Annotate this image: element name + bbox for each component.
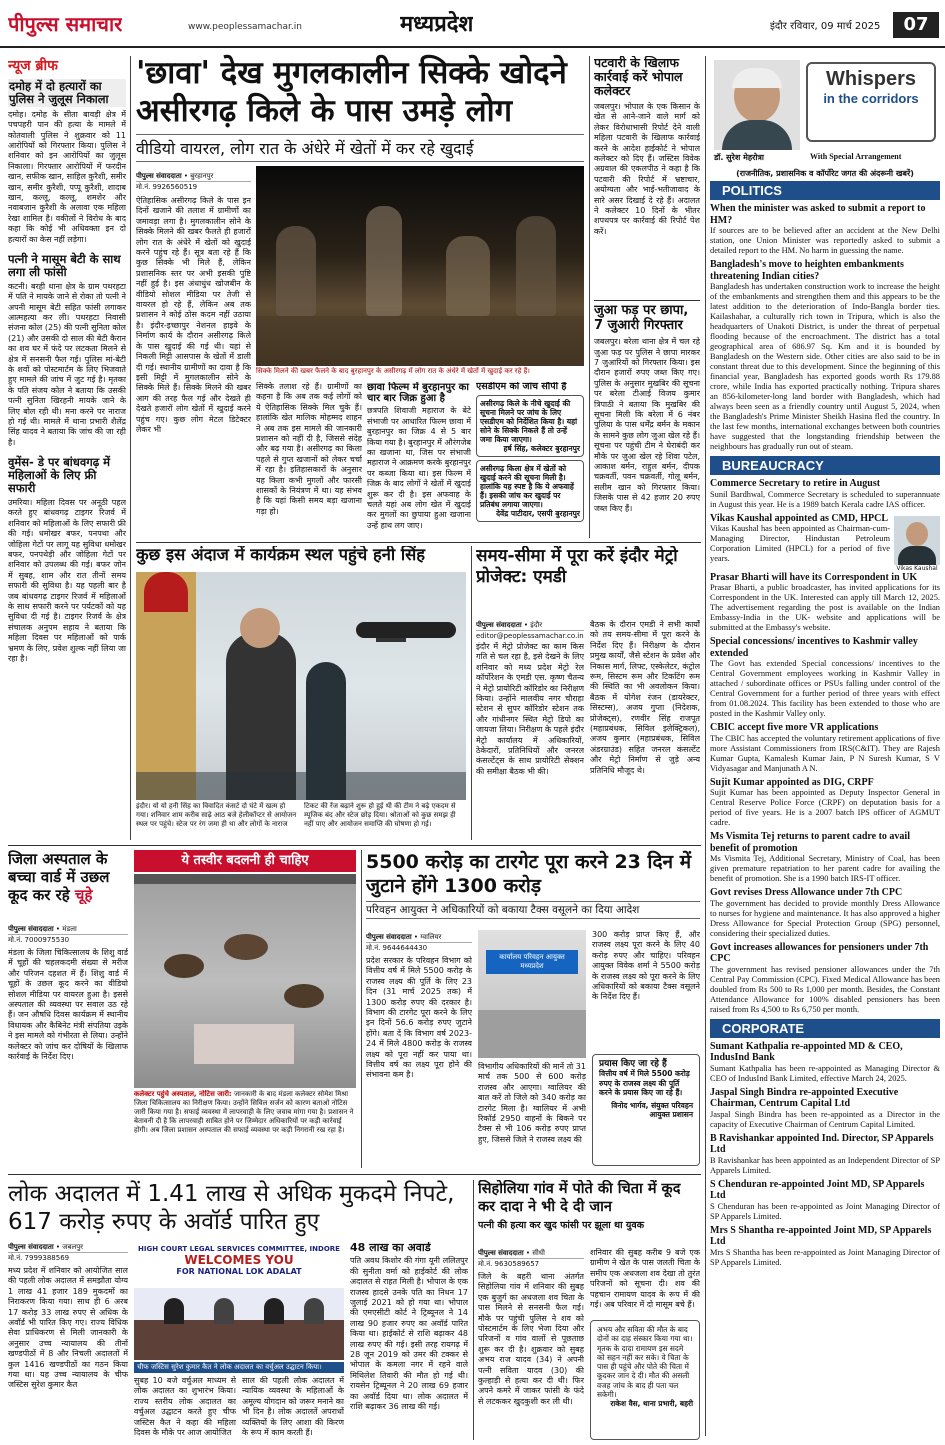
byline-place: सीधी (532, 1249, 545, 1257)
story-patwari (594, 56, 700, 296)
side-title: 48 लाख का अवार्ड (350, 1242, 431, 1254)
item-body: The Govt has extended Special concessions/ incentives to the Central Government employees working in Kashmir Valley in attached / subordinate offices or PSUs falling under control of the Central Government for a further period of three years with effect from 01.08.2024. This facility has been extended to those who are posted in the Kashmir Valley only. (710, 659, 940, 718)
story-jua-body: जबलपुर। बरेला थाना क्षेत्र में चल रहे जुआ फड़ पर पुलिस ने छापा मारकर 7 जुआरियों को गिरफ्तार किया। इस दौरान हजारों रुपए जब्त किए गए। पुलिस के अनुसार मुखबिर की सूचना पर बरेला टीआई विजय कुमार त्रिपाठी ने बताया कि मुखबिर की सूचना मिली कि बरेला में 6 नंबर पुलिया के पास धर्मेंद्र बर्मन के मकान के सामने कुछ लोग जुआ खेल रहे हैं। सूचना पर पहुंची टीम ने घेराबंदी कर मौके पर जुआ खेल रहे शिवा पटेल, आकाश बर्मन, राहुल बर्मन, दीपक चक्रवर्ती, पवन चक्रवर्ती, गोलू बर्मन, सलीम खान को गिरफ्तार किया। जिसके पास से 42 हजार 20 रुपए जब्त किए हैं। (594, 337, 700, 513)
item-body: Sunil Bardhwal, Commerce Secretary is scheduled to superannuate in August this year. He is a 1989 batch Kerala cadre IAS officer. (710, 489, 940, 509)
item-title: Govt increases allowances for pensioners under 7th CPC (710, 941, 929, 964)
byline-mobile: मो.नं. 9926560519 (136, 183, 198, 191)
section-bureaucracy: BUREAUCRACY (710, 456, 940, 475)
box-name: विनोद भार्गव, संयुक्त परिवहन आयुक्त प्रशासन (611, 1100, 693, 1119)
corporate-item (710, 1133, 940, 1176)
item-body: Ms Vismita Tej, Additional Secretary, Ministry of Coal, has been given premature repatriation to her parent cadre for availing the benefit of promotion. She is a 1990 batch IRS-IT officer. (710, 854, 940, 883)
story-metro-headline: समय-सीमा में पूरा करें इंदौर मेट्रो प्रोजेक्ट: एमडी (476, 546, 678, 587)
story-hospital-photo-caption (134, 1090, 356, 1135)
quote-text: असीरगढ़ किले के नीचे खुदाई की सूचना मिलने पर जांच के लिए एसडीएम को निर्देशित किया है। यहां सोने के सिक्के निकले हैं तो उन्हें जमा किया जाएगा। (480, 398, 578, 444)
item-body: Bangladesh has undertaken construction work to increase the height of the embankments and strengthen them and this appears to be the latest addition to the deterioration of Indo-Bangla border ties. Kailashahar, a culturally rich town in Tripura, which is also the headquarters of Unakoti District, is under the threat of perpetual flooding because of the encroachment. The district has a total geographical area of 686.97 Sq. Km and it is bounded by Bangladesh on the Western side. Other cities are also said to be in constant threat due to this development. Since the beginning of this financial year, Bangladesh has exported goods worth Rs 179.88 crore, while India has exported practically nothing. Tripura shares an 856-kilometer-long land border with Bangladesh, which had always been seen as a friendly country until August 5, 2024, when the Bangladesh's Prime Minister Sheikh Hasina fled the country. In the last few months, international exchanges between both countries have suggested that the longstanding friendship between the neighbours has gradually run out of steam. (710, 282, 940, 451)
brief-item (8, 456, 126, 664)
story-sihoriya-byline: पीपुल्स संवाददाता • सीधी मो.नं. 9630589657 (478, 1248, 584, 1269)
story-chhava (136, 54, 584, 538)
story-chhava-photo-caption: सिक्के मिलने की खबर फैलने के बाद बुरहानपुर के असीरगढ़ में लोग रात के अंधेरे में खेतों में खुदाई कर रहे हैं। (256, 367, 530, 375)
item-title: Bangladesh's move to heighten embankments threatening Indian cities? (710, 259, 904, 282)
brief-title: वुमेंस- डे पर बांधवगढ़ में महिलाओं के लिए फ्री सफारी (8, 455, 111, 496)
caption-text: जानकारी के बाद मंडला कलेक्टर सोमेश मिश्रा जिला चिकित्सालय का निरीक्षण किया। उन्होंने सिविल सर्जन को कारण बताओ नोटिस जारी किया गया है। सफाई व्यवस्था में लापरवाही के लिए जवाब मांगा गया है। प्रशासन ने बेतावनी दी है कि लापरवाही साबित होने पर जिम्मेदार अधिकारियों पर कड़ी कार्रवाई होगी। अब जिला प्रशासन अस्पताल की सफाई व्यवस्था पर कड़ी निगरानी रख रहा है। (134, 1090, 354, 1134)
story-chhava-col3 (367, 382, 471, 538)
story-transport-subhead: परिवहन आयुक्त ने अधिकारियों को बकाया टैक्स वसूलने का दिया आदेश (366, 901, 700, 919)
caption-lead: कलेक्टर पहुंचे अस्पताल, नोटिस जारी: (134, 1090, 232, 1098)
story-lok-col3: साल की पहली लोक अदालत में न्यायिक व्यवस्था के महिलाओं के अमूल्य योगदान को जरूर मनाने का भी दिन है। लोक अदालतें अपराधों व्यक्तियों के लिए आशा की किरण के रूप में काम करती हैं। (242, 1376, 344, 1438)
byline-place: जबलपुर (62, 1243, 84, 1251)
item-title: Sumant Kathpalia re-appointed MD & CEO, IndusInd Bank (710, 1040, 903, 1063)
bureaucracy-item (710, 572, 940, 634)
bureaucracy-item (710, 722, 940, 774)
story-honey-photo (136, 572, 466, 800)
story-hospital-banner: ये तस्वीर बदलनी ही चाहिए (134, 850, 356, 872)
banner-line-2: WELCOMES YOU (184, 1253, 294, 1267)
banner-line-3: FOR NATIONAL LOK ADALAT (176, 1267, 302, 1276)
item-title: Sujit Kumar appointed as DIG, CRPF (710, 776, 874, 788)
item-body: Jaspal Singh Bindra has been re-appointed as a Director in the capacity of Executive Chairman of Centrum Capital Limited. (710, 1109, 940, 1129)
item-title: Mrs S Shantha re-appointed Joint MD, SP Apparels Ltd (710, 1224, 932, 1247)
story-jua-headline: जुआ फड़ पर छापा, 7 जुआरी गिरफ्तार (594, 304, 689, 333)
byline-place: इंदौर (530, 621, 543, 629)
byline-email: editor@peoplessamachar.co.in (476, 632, 584, 640)
whispers-subtitle: in the corridors (823, 91, 919, 106)
whispers-column (710, 56, 940, 1440)
author-photo (714, 60, 800, 150)
story-lok-side (350, 1242, 468, 1440)
byline-label: पीपुल्स संवाददाता (366, 933, 412, 941)
bureaucracy-item (710, 831, 940, 884)
sp-quote (476, 460, 584, 522)
box-title: प्रयास किए जा रहे हैं (599, 1059, 667, 1069)
byline-mobile: मो.नं. 9630589657 (478, 1260, 540, 1268)
brief-item (8, 253, 126, 448)
story-metro (476, 546, 700, 840)
headline-accent: चूहे (74, 886, 93, 904)
byline-mobile: मो.नं. 7999388569 (8, 1254, 70, 1262)
story-lok-headline: लोक अदालत में 1.41 लाख से अधिक मुकदमे निपटे, 617 करोड़ रुपए के अवॉर्ड पारित हुए (8, 1181, 455, 1235)
corporate-item (710, 1041, 940, 1084)
whispers-title: Whispers (825, 68, 917, 90)
byline-place: मंडला (62, 925, 77, 933)
item-title: B Ravishankar appointed Ind. Director, SP Apparels Ltd (710, 1132, 934, 1155)
brief-body: उमरिया। महिला दिवस पर अनूठी पहल करते हुए बांधवगढ़ टाइगर रिजर्व में शनिवार को महिलाओं के लिए सफारी फ्री की गई। धमोखर बफर, पनपथा और जोहिला गेटों पर लागू यह सुविधा धमोखर बफर, पनपथेड़ी और जोहिला गेटों पर शनिवार को उपलब्ध की गई। बफर जोन में सुबह, शाम और रात तीनों समय सफारी की सुविधा है। यह पहली बार है जब बांधवगढ़ टाइगर रिजर्व में महिलाओं के साथ सफारी करने पर पर्यटकों को यह सुविधा दी गई है। टाइगर रिजर्व के क्षेत्र संचालक अनुपम सहाय ने बताया कि महिला दिवस पर महिलाओं को पार्क भ्रमण के लिए, प्रवेश शुल्क नहीं लिया जा रहा है। (8, 497, 126, 663)
section-politics: POLITICS (710, 181, 940, 200)
story-lok-photo (134, 1242, 344, 1360)
page-number: 07 (893, 12, 939, 38)
byline-label: पीपुल्स संवाददाता (8, 925, 54, 933)
whispers-tagline: (राजनीतिक, प्रशासनिक व कॉर्पोरेट जगत की अंदरूनी खबरें) (736, 169, 914, 178)
story-transport-col1: प्रदेश सरकार के परिवहन विभाग को वित्तीय वर्ष में मिले 5500 करोड़ के राजस्व लक्ष्य की पूर्ति के लिए 23 दिन (31 मार्च 2025 तक) में 1300 करोड़ रुपए की दरकार है। विभाग की टारगेट पूरा करने के लिए इन दिनों 56.6 करोड़ रुपए जुटाने होंगे। बता दें कि विभाग वर्ष 2023-24 में मिले 4800 करोड़ के राजस्व लक्ष्य को पूरा नहीं कर पाया था। वित्तीय वर्ष का लक्ष्य पूरा होने की संभावना कम है। (366, 956, 472, 1080)
story-sihoriya-subhead: पत्नी की हत्या कर खुद फांसी पर झूला था युवक (478, 1220, 644, 1231)
item-body: Sumant Kathpalia has been re-appointed as Managing Director & CEO of IndusInd Bank Limited, effective March 24, 2025. (710, 1063, 940, 1083)
story-sihoriya (478, 1180, 700, 1440)
item-body: Prasar Bharti, a public broadcaster, has invited applications for its Correspondent in the UK. Interested can apply till March 12, 2025. The advertisement regarding the post is available on the Indian Embassy-India in the UK- website and applications will be submitted at the Embassy's website. (710, 583, 940, 632)
dateline: इंदौर रविवार, 09 मार्च 2025 (770, 21, 881, 32)
story-transport-box (592, 1054, 700, 1166)
item-title: S Chenduran re-appointed Joint MD, SP Apparels Ltd (710, 1178, 925, 1201)
story-metro-byline: पीपुल्स संवाददाता • इंदौर editor@peoplessamachar.co.in (476, 621, 584, 640)
quote-name: देवेंद्र पाटीदार, एसपी बुरहानपुर (496, 508, 580, 518)
story-chhava-byline: पीपुल्स संवाददाता • बुरहानपुर मो.नं. 9926560519 (136, 171, 251, 192)
bureaucracy-item (710, 512, 940, 572)
quote-text: असीरगढ़ किला क्षेत्र में खेतों को खुदाई करने की सूचना मिली है। हालांकि यह स्पष्ट है कि ये अफवाहें हैं। इसकी जांच कर खुदाई पर प्रतिबंध लगाया जाएगा। (480, 463, 574, 509)
col3-body: छत्रपति शिवाजी महाराज के बेटे संभाजी पर आधारित फिल्म छावा में बुरहानपुर का जिक्र 4 से 5 बार किया गया है। बुरहानपुर में औरंगजेब का खजाना था, जिस पर संभाजी महाराज ने आक्रमण करके बुरहानपुर पर कब्जा किया था। इस फिल्म में जिक्र के बाद लोगों ने खेतों में खुदाई शुरू कर दी है। इस अफवाह के चलते यहां अब लोग खेत में खुदाई कर मुगलों का छुपाया हुआ खजाना उन्हें हाथ लग जाए। (367, 406, 471, 530)
item-title: CBIC accept five more VR applications (710, 722, 879, 733)
bureaucracy-item (710, 478, 940, 510)
story-lok-col1: मध्य प्रदेश में शनिवार को आयोजित साल की पहली लोक अदालत में समझौता योग्य 1 लाख 41 हजार 189 मुकदमों का निराकरण किया गया। साथ ही 6 अरब 17 करोड़ 33 लाख रुपए से अधिक के अवॉर्ड भी पारित किए गए। राज्य विधिक सेवा प्राधिकरण से मिली जानकारी के अनुसार उच्च न्यायालय की तीनों खण्डपीठों में 8 और निचली अदालतों में कुल 1416 खण्डपीठों का गठन किया गया था। यह उच्च न्यायालय के चीफ जस्टिस सुरेश कुमार कैत (8, 1266, 128, 1390)
logo: पीपुल्स समाचार (8, 12, 123, 36)
news-brief-tag: न्यूज ब्रीफ (8, 58, 58, 74)
story-chhava-subhead: वीडियो वायरल, लोग रात के अंधेरे में खेतों में कर रहे खुदाई (136, 134, 584, 162)
item-body: The CBIC has accepted the voluntary retirement applications of five more Assistant Commissioners from IRS(C&IT). They are Rajesh Kumar Gupta, Kamalesh Kumar Jain, P N Suresh Kumar, S V Vidyasagar and Manjunath A N. (710, 733, 940, 773)
item-body: If sources are to be believed after an accident at the New Delhi station, one Union Minister was reportedly asked to submit a detailed report to the HM. No harm in guessing the name. (710, 226, 940, 255)
story-lok-adalat (8, 1180, 468, 1440)
headline-text: जिला अस्पताल के बच्चा वार्ड में उछल कूद कर रहे (8, 850, 110, 904)
story-transport-col3: 300 करोड़ प्राप्त किए हैं, और राजस्व लक्ष्य पूरा करने के लिए 40 करोड़ रुपए और चाहिए। परिवहन आयुक्त विवेक शर्मा ने 5500 करोड़ के राजस्व लक्ष्य को पूरा करने के लिए अधिकारियों को बकाया टैक्स वसूलने के निर्देश दिए हैं। (592, 930, 700, 1002)
vikas-photo (894, 516, 940, 572)
brief-title: पत्नी ने मासूम बेटी के साथ लगा ली फांसी (8, 252, 121, 279)
story-chhava-photo (256, 166, 584, 366)
byline-place: बुरहानपुर (190, 172, 214, 180)
brief-body: दमोह। दमोह के सीता बावड़ी क्षेत्र में पचपहरी पान की हत्या के मामले में कोतवाली पुलिस ने शुक्रवार को 11 आरोपियों को गिरफ्तार किया। पुलिस ने शनिवार को इन आरोपियों का जुलूस निकाला। गिरफ्तार आरोपियों में फरदीन खान, सफीक खान, साहिल कुरैशी, समीर खान, समीर कुरैशी, पप्पू कुरैशी, शादाब खान, कल्लू, कल्लू, शमशेर और नवाबजान कुरैशी के अलावा एक महिला रेखा शामिल है। वकीलों ने विरोध के बाद कहा कि कोई भी अधिवक्ता इन दो हत्यारों का केस नहीं लड़ेगा। (8, 109, 126, 244)
item-body: The government has decided to provide monthly Dress Allowance to nurses for hygiene and maintenance. It has also approved a higher Dress Allowance for Special Protection Group (SPG) personnel, considering their specialized duties. (710, 898, 940, 938)
story-chhava-col1: ऐतिहासिक असीरगढ़ किले के पास इन दिनों खजाने की तलाश में ग्रामीणों का जमावड़ा लगा है। मुगलकालीन सोने के सिक्के मिलने की खबर फैलते ही हजारों लोग रात के अंधेरे में खेतों को खुदाई करने पहुंच रहे हैं। सूत्र बता रहे हैं कि कुछ सिक्के भी मिले हैं, लेकिन प्रशासनिक स्तर पर अभी इसकी पुष्टि नहीं हुई है। इस अंधाधुंध खोजबीन के वीडियो सोशल मीडिया पर तेजी से वायरल हो रहे हैं, लेकिन अब तक प्रशासन ने कोई ठोस कदम नहीं उठाया है। इंदौर-इच्छापुर नेशनल हाइवे के निर्माण कार्य के दौरान असीरगढ़ किले के पास खुदाई की गई थी। यहां से निकली मिट्टी आसपास के खेतों में डाली दी गई। स्थानीय ग्रामीणों का दावा है कि इसी मिट्टी में मुगलकालीन सोने के सिक्के मिले हैं। सिक्के मिलने की खबर आग की तरह फैल गई और देखते ही देखते हजारों लोग खेतों में खुदाई करने पहुंच गए। कुछ लोग मेटल डिटेक्टर लेकर भी (136, 196, 251, 434)
story-hospital-body: मंडला के जिला चिकित्सालय के शिशु वार्ड में चूहों की चहलकदमी संख्या से मरीज और परिजन दहशत में हैं। शिशु वार्ड में चूहों के उछल कूद करने का वीडियो सोशल मीडिया पर वायरल हुआ है। इससे अस्पताल की व्यवस्था पर सवाल उठ रहे हैं। जन औषधि दिवस कार्यक्रम में स्थानीय विधायक और कैबिनेट मंत्री संपतिया उइके ने इस मामले को गंभीरता से लिया। उन्होंने कलेक्टर को जांच कर दोषियों के खिलाफ कार्रवाई के निर्देश दिए। (8, 948, 128, 1062)
box-name: राकेश वैस, थाना प्रभारी, बहरी (610, 1399, 693, 1409)
story-honey-caption2: टिकट की रेंज बढ़ाने शुरू हो हुई थी की टीम ने बढ़े एकदम से म्यूजिक बंद और स्टेज छोड़ दिया। श्रोताओं को कुछ समझ ही नहीं पाए और आयोजन समाप्ति की घोषणा हो गई। (304, 802, 456, 828)
story-jua (594, 304, 700, 538)
side-body: पति अवध किशोर की गंगा यूनी ललितपुर की सुनीता वर्मा को हाईकोर्ट की लोक अदालत से राहत मिली है। भोपाल के एक राजस्व हादसे उनके पति का निधन 17 जुलाई 2021 को हो गया था। भोपाल की एमएसीटी कोर्ट ने ट्रिब्यूनल ने 14 लाख 90 हजार रुपए का अवॉर्ड पारित किया था। हाईकोर्ट से राशि बढ़ाकर 48 लाख रुपए की गई। इसी तरह रायगढ़ में 28 जून 2019 को उमर की टक्कर से भोपाल के कमला नगर में रहने वाले मिथिलेश तिवारी की मौत हो गई थी। रायसेन ट्रिब्यूनल ने 20 लाख 69 हजार का अवॉर्ड दिया था। लोक अदालत में राशि बढ़ाकर 36 लाख की गई। (350, 1256, 468, 1411)
site-url: www.peoplessamachar.in (188, 22, 302, 32)
story-hospital-byline: पीपुल्स संवाददाता • मंडला मो.नं. 7000975530 (8, 924, 128, 945)
col3-title: छावा फिल्म में बुरहानपुर का चार बार जिक्र हुआ है (367, 382, 469, 405)
author-name: डॉ. सुरेश मेहरोत्रा (714, 153, 764, 162)
story-honey-singh (136, 546, 466, 840)
politics-item (710, 259, 940, 452)
office-sign: कार्यालय परिवहन आयुक्त मध्यप्रदेश (486, 950, 578, 974)
story-metro-col2: बैठक के दौरान एमडी ने सभी कार्यों को तय समय-सीमा में पूरा करने के निर्देश दिए हैं। निरीक्षण के दौरान प्रमुख कार्यों, जैसे स्टेशन के प्रवेश और निकास मार्ग, लिफ्ट, एस्केलेटर, कंट्रोल रूम, सिस्टम रूम और टिकटिंग रूम की स्थिति का भी अवलोकन किया। बैठक में योगेश रंजन (डायरेक्टर, सिस्टम्स), अजय गुप्ता (निदेशक, प्रोजेक्ट्स), रणवीर सिंह राजपूत (महाप्रबंधक, सिविल इलेक्ट्रिकल), अजय कुमार (महाप्रबंधक, सिविल अंडरग्राउंड) सहित जनरल कंसल्टेंट और मेट्रो निर्माण से जुड़े अन्य प्रतिनिधि मौजूद थे। (590, 620, 700, 775)
item-body: The government has revised pensioner allowances under the 7th Central Pay Commission (CPC). Fixed Medical Allowance has been doubled from Rs 500 to Rs 1,000 per month. Besides, the Constant Attendance Allowance for 100% disabled pensioners has been raised from Rs 4,500 to Rs 6,750 per month. (710, 964, 940, 1014)
story-transport-headline: 5500 करोड़ का टारगेट पूरा करने 23 दिन में जुटाने होंगे 1300 करोड़ (366, 851, 692, 897)
story-chhava-col4 (476, 382, 584, 538)
section-title: मध्यप्रदेश (400, 12, 474, 37)
corporate-item (710, 1225, 940, 1268)
photo-label: Vikas Kaushal (894, 565, 940, 572)
story-transport (366, 850, 700, 1168)
byline-label: पीपुल्स संवाददाता (476, 621, 522, 629)
story-sihoriya-box (590, 1320, 700, 1440)
quote-name: हर्ष सिंह, कलेक्टर बुरहानपुर (503, 443, 580, 453)
news-brief-column (8, 56, 126, 840)
bureaucracy-item (710, 777, 940, 829)
story-hospital-headline (8, 850, 128, 904)
item-title: Special concessions/ incentives to Kashmir valley extended (710, 636, 918, 659)
box-text: अभय और सविता की मौत के बाद दोनों का दाह संस्कार किया गया था। मृतक के दादा रामायण इस सदमे को सहन नहीं कर सके। वे चिता के पास ही पहुंचे और पोते की चिता में कूदकर जान दे दी। मौत की असली वजह जांच के बाद ही पता चल सकेगी। (597, 1325, 693, 1400)
story-chhava-headline: 'छावा' देख मुगलकालीन सिक्के खोदने असीरगढ़ किले के पास उमड़े लोग (136, 55, 567, 129)
item-body: B Ravishankar has been appointed as an Independent Director of SP Apparels Limited. (710, 1155, 940, 1175)
story-lok-byline: पीपुल्स संवाददाता • जबलपुर मो.नं. 7999388569 (8, 1242, 128, 1263)
item-title: Commerce Secretary to retire in August (710, 478, 881, 489)
box-quote: वित्तीय वर्ष में मिले 5500 करोड़ रुपए के राजस्व लक्ष्य की पूर्ति करने के प्रयास किए जा रहे हैं। (599, 1069, 690, 1097)
story-honey-caption1: इंदौर। यो यो हनी सिंह का विवादित कंसर्ट दो घंटे में खत्म हो गया। शनिवार शाम करीब साढ़े आठ बजे हेलीकॉप्टर से आयोजन स्थल पर पहुंचे। स्टेज पर रंग जमा ही था और लोगों के नाराज (136, 802, 297, 828)
whispers-header (710, 56, 940, 166)
banner-line-1: HIGH COURT LEGAL SERVICES COMMITTEE, INDORE (138, 1245, 340, 1253)
corporate-item (710, 1087, 940, 1130)
story-patwari-body: जबलपुर। भोपाल के एक किसान के खेत से आने-जाने वाले मार्ग को लेकर विरोधाभासी रिपोर्ट देने वाली महिला पटवारी के खिलाफ कार्रवाई करने के आदेश हाईकोर्ट ने भोपाल कलेक्टर को दिए हैं। जस्टिस विवेक अग्रवाल की एकलपीठ ने कहा है कि पटवारी की रिपोर्ट में भ्रष्टाचार, अयोग्यता और भाई-भतीजावाद के सारे असर दिखाई दे रहे हैं। अदालत ने कलेक्टर 10 दिनों के भीतर शपथपत्र पर कार्रवाई की रिपोर्ट पेश करें। (594, 102, 700, 236)
story-hospital-photo (134, 874, 356, 1088)
col4-title: एसडीएम को जांच सौंपी है (476, 382, 567, 392)
item-title: When the minister was asked to submit a report to HM? (710, 203, 926, 226)
politics-item (710, 203, 940, 256)
story-sihoriya-col2: शनिवार की सुबह करीब 9 बजे एक ग्रामीण ने खेत के पास जलती चिता के समीप एक अधजला शव देखा तो तुरंत परिजनों को सूचना दी। शव की पहचान रामायण यादव के रूप में की गई। अब परिवार में दो मासूम बचे हैं। (590, 1248, 700, 1310)
section-corporate: CORPORATE (710, 1019, 940, 1038)
byline-label: पीपुल्स संवाददाता (136, 172, 182, 180)
story-chhava-col2: सिक्के तलाश रहे हैं। ग्रामीणों का कहना है कि अब तक कई लोगों को ये ऐतिहासिक सिक्के मिल चुके हैं। हालांकि खेत मालिक मोहम्मद शाहन ने अब तक इस मामले की जानकारी प्रशासन को नहीं दी है, जिससे संदेह और बढ़ गया है। असीरगढ़ का किला पहले से गुप्त खजानों को लेकर चर्चा में रहा है। इतिहासकारों के अनुसार यह किला कभी मुगलों और फारसी शासकों के नियंत्रण में था। यह संभव है कि यहां किसी समय बड़ा खजाना गड़ा हो। (256, 382, 362, 516)
item-title: Ms Vismita Tej returns to parent cadre to avail benefit of promotion (710, 831, 910, 854)
byline-mobile: मो.नं. 9644644430 (366, 944, 428, 952)
story-lok-photo-caption: चीफ जस्टिस सुरेश कुमार कैत ने लोक अदालत का वर्चुअल उद्घाटन किया। (134, 1362, 344, 1373)
story-metro-col1: इंदौर में मेट्रो प्रोजेक्ट का काम किस गति से चल रहा है, इसे देखने के लिए शनिवार को मध्य प्रदेश मेट्रो रेल कॉर्पोरेशन के एमडी एस. कृष्ण चैतन्य ने मेट्रो प्रायोरिटी कॉरिडोर का निरीक्षण किया। उन्होंने मालवीय नगर चौराहा स्टेशन से सुपर कॉरिडोर स्टेशन तक और गांधीनगर स्थित मेट्रो डिपो का जायजा लिया। निरीक्षण के पहले इंदौर मेट्रो कार्यालय में अधिकारियों, ठेकेदारों, प्रतिनिधियों और जनरल कंसल्टेंट्स के साथ प्रायोरिटी सेक्शन की समीक्षा बैठक भी की। (476, 642, 584, 776)
item-body: Mrs S Shantha has been re-appointed as Joint Managing Director of SP Apparels Limited. (710, 1247, 940, 1267)
story-transport-photo-caption: विभागीय अधिकारियों की मानें तो 31 मार्च तक 500 से 600 करोड़ राजस्व और आएगा। ग्वालियर की बात करें तो जिले को 340 करोड़ का टारगेट मिला है। ग्वालियर में अभी रिकॉर्ड 2950 वाहनों के बिकने पर टैक्स से भी 106 करोड़ रुपए प्राप्त हुए, जिससे जिले ने राजस्व लक्ष्य की (478, 1062, 586, 1144)
story-lok-col2: सुबह 10 बजे वर्चुअल माध्यम से लोक अदालत का शुभारंभ किया। राज्य स्तरीय लोक अदालत का वर्चुअल उद्घाटन करते हुए चीफ जस्टिस कैत ने कहा की महिला दिवस के मौके पर आज आयोजित (134, 1376, 236, 1438)
story-sihoriya-headline: सिहोलिया गांव में पोते की चिता में कूद कर दादा ने भी दे दी जान (478, 1181, 681, 1215)
whispers-logo (806, 62, 936, 142)
brief-item (8, 79, 126, 245)
item-body: Vikas Kaushal has been appointed as Chairman-cum-Managing Director, Hindustan Petroleum Corporation Limited (HPCL) for a period of five years. (710, 524, 890, 563)
bureaucracy-item (710, 636, 940, 719)
collector-quote (476, 395, 584, 457)
brief-body: कटनी। बरही थाना क्षेत्र के ग्राम पथरहटा में पति ने मायके जाने से रोका तो पत्नी ने अपनी मासूम बेटी सहित फांसी लगाकर आत्महत्या कर ली। पथरहटा निवासी संजना कोल (25) की पत्नी सुनिता कोल (21) और उसकी दो साल की बेटी कैरान का शव घर में फंदे पर लटकता मिलने से क्षेत्र में सनसनी फैल गई। पुलिस मां-बेटी के शवों को पोस्टमार्टम के लिए भिजवाते हुए मामले की जांच में जुट गई है। मृतका के पति संजय कोल ने बताया कि उसकी पत्नी सुनिता खिरहनी मायके जाने के लिए बोल रही थी। मना करने पर नाराज हो गई थी। मामले में थाना प्रभारी शैलेंद्र सिंह यादव ने बताया कि जांच की जा रही है। (8, 281, 126, 447)
byline-place: ग्वालियर (420, 933, 442, 941)
masthead (0, 0, 945, 48)
item-title: Prasar Bharti will have its Correspondent in UK (710, 571, 918, 583)
item-title: Vikas Kaushal appointed as CMD, HPCL (710, 512, 888, 524)
brief-title: दमोह में दो हत्यारों का पुलिस ने जुलूस निकाला (8, 79, 126, 107)
story-hospital (8, 850, 356, 1168)
bureaucracy-item (710, 887, 940, 939)
story-honey-headline: कुछ इस अंदाज में कार्यक्रम स्थल पहुंचे हनी सिंह (136, 546, 426, 564)
arrangement-label: With Special Arrangement (810, 152, 902, 161)
corporate-item (710, 1179, 940, 1222)
byline-label: पीपुल्स संवाददाता (8, 1243, 54, 1251)
story-transport-byline: पीपुल्स संवाददाता • ग्वालियर मो.नं. 9644644430 (366, 932, 472, 953)
bureaucracy-item (710, 942, 940, 1015)
story-transport-photo (478, 930, 586, 1058)
byline-label: पीपुल्स संवाददाता (478, 1249, 524, 1257)
byline-mobile: मो.नं. 7000975530 (8, 936, 70, 944)
story-sihoriya-col1: जिले के बहरी थाना अंतर्गत सिहोलिया गांव में शनिवार की सुबह एक बुजुर्ग का अधजला शव चिता के पास मिलने से सनसनी फैल गई। मौके पर पहुंची पुलिस ने शव को पोस्टमार्टम के लिए भेजा दिया और परिजनों व गांव वालों से पूछताछ शुरू कर दी है। शुक्रवार को सुबह अभय राज यादव (34) ने अपनी पत्नी सविता यादव (30) की कुल्हाड़ी से हत्या कर दी थी। फिर अपने कमरे में जाकर फांसी के फंदे से लटककर खुदकुशी कर ली थी। (478, 1272, 584, 1406)
item-title: Jaspal Singh Bindra re-appointed Executive Chairman, Centrum Capital Ltd (710, 1086, 899, 1109)
item-title: Govt revises Dress Allowance under 7th CPC (710, 887, 903, 898)
item-body: S Chenduran has been re-appointed as Joint Managing Director of SP Apparels Limited. (710, 1201, 940, 1221)
story-patwari-headline: पटवारी के खिलाफ कार्रवाई करें भोपाल कलेक्टर (594, 56, 683, 98)
item-body: Sujit Kumar has been appointed as Deputy Inspector General in Central Reserve Police Force (CRPF) on deputation basis for a period of five years. He is a 2007 batch IPS officer of AGMUT cadre. (710, 788, 940, 827)
